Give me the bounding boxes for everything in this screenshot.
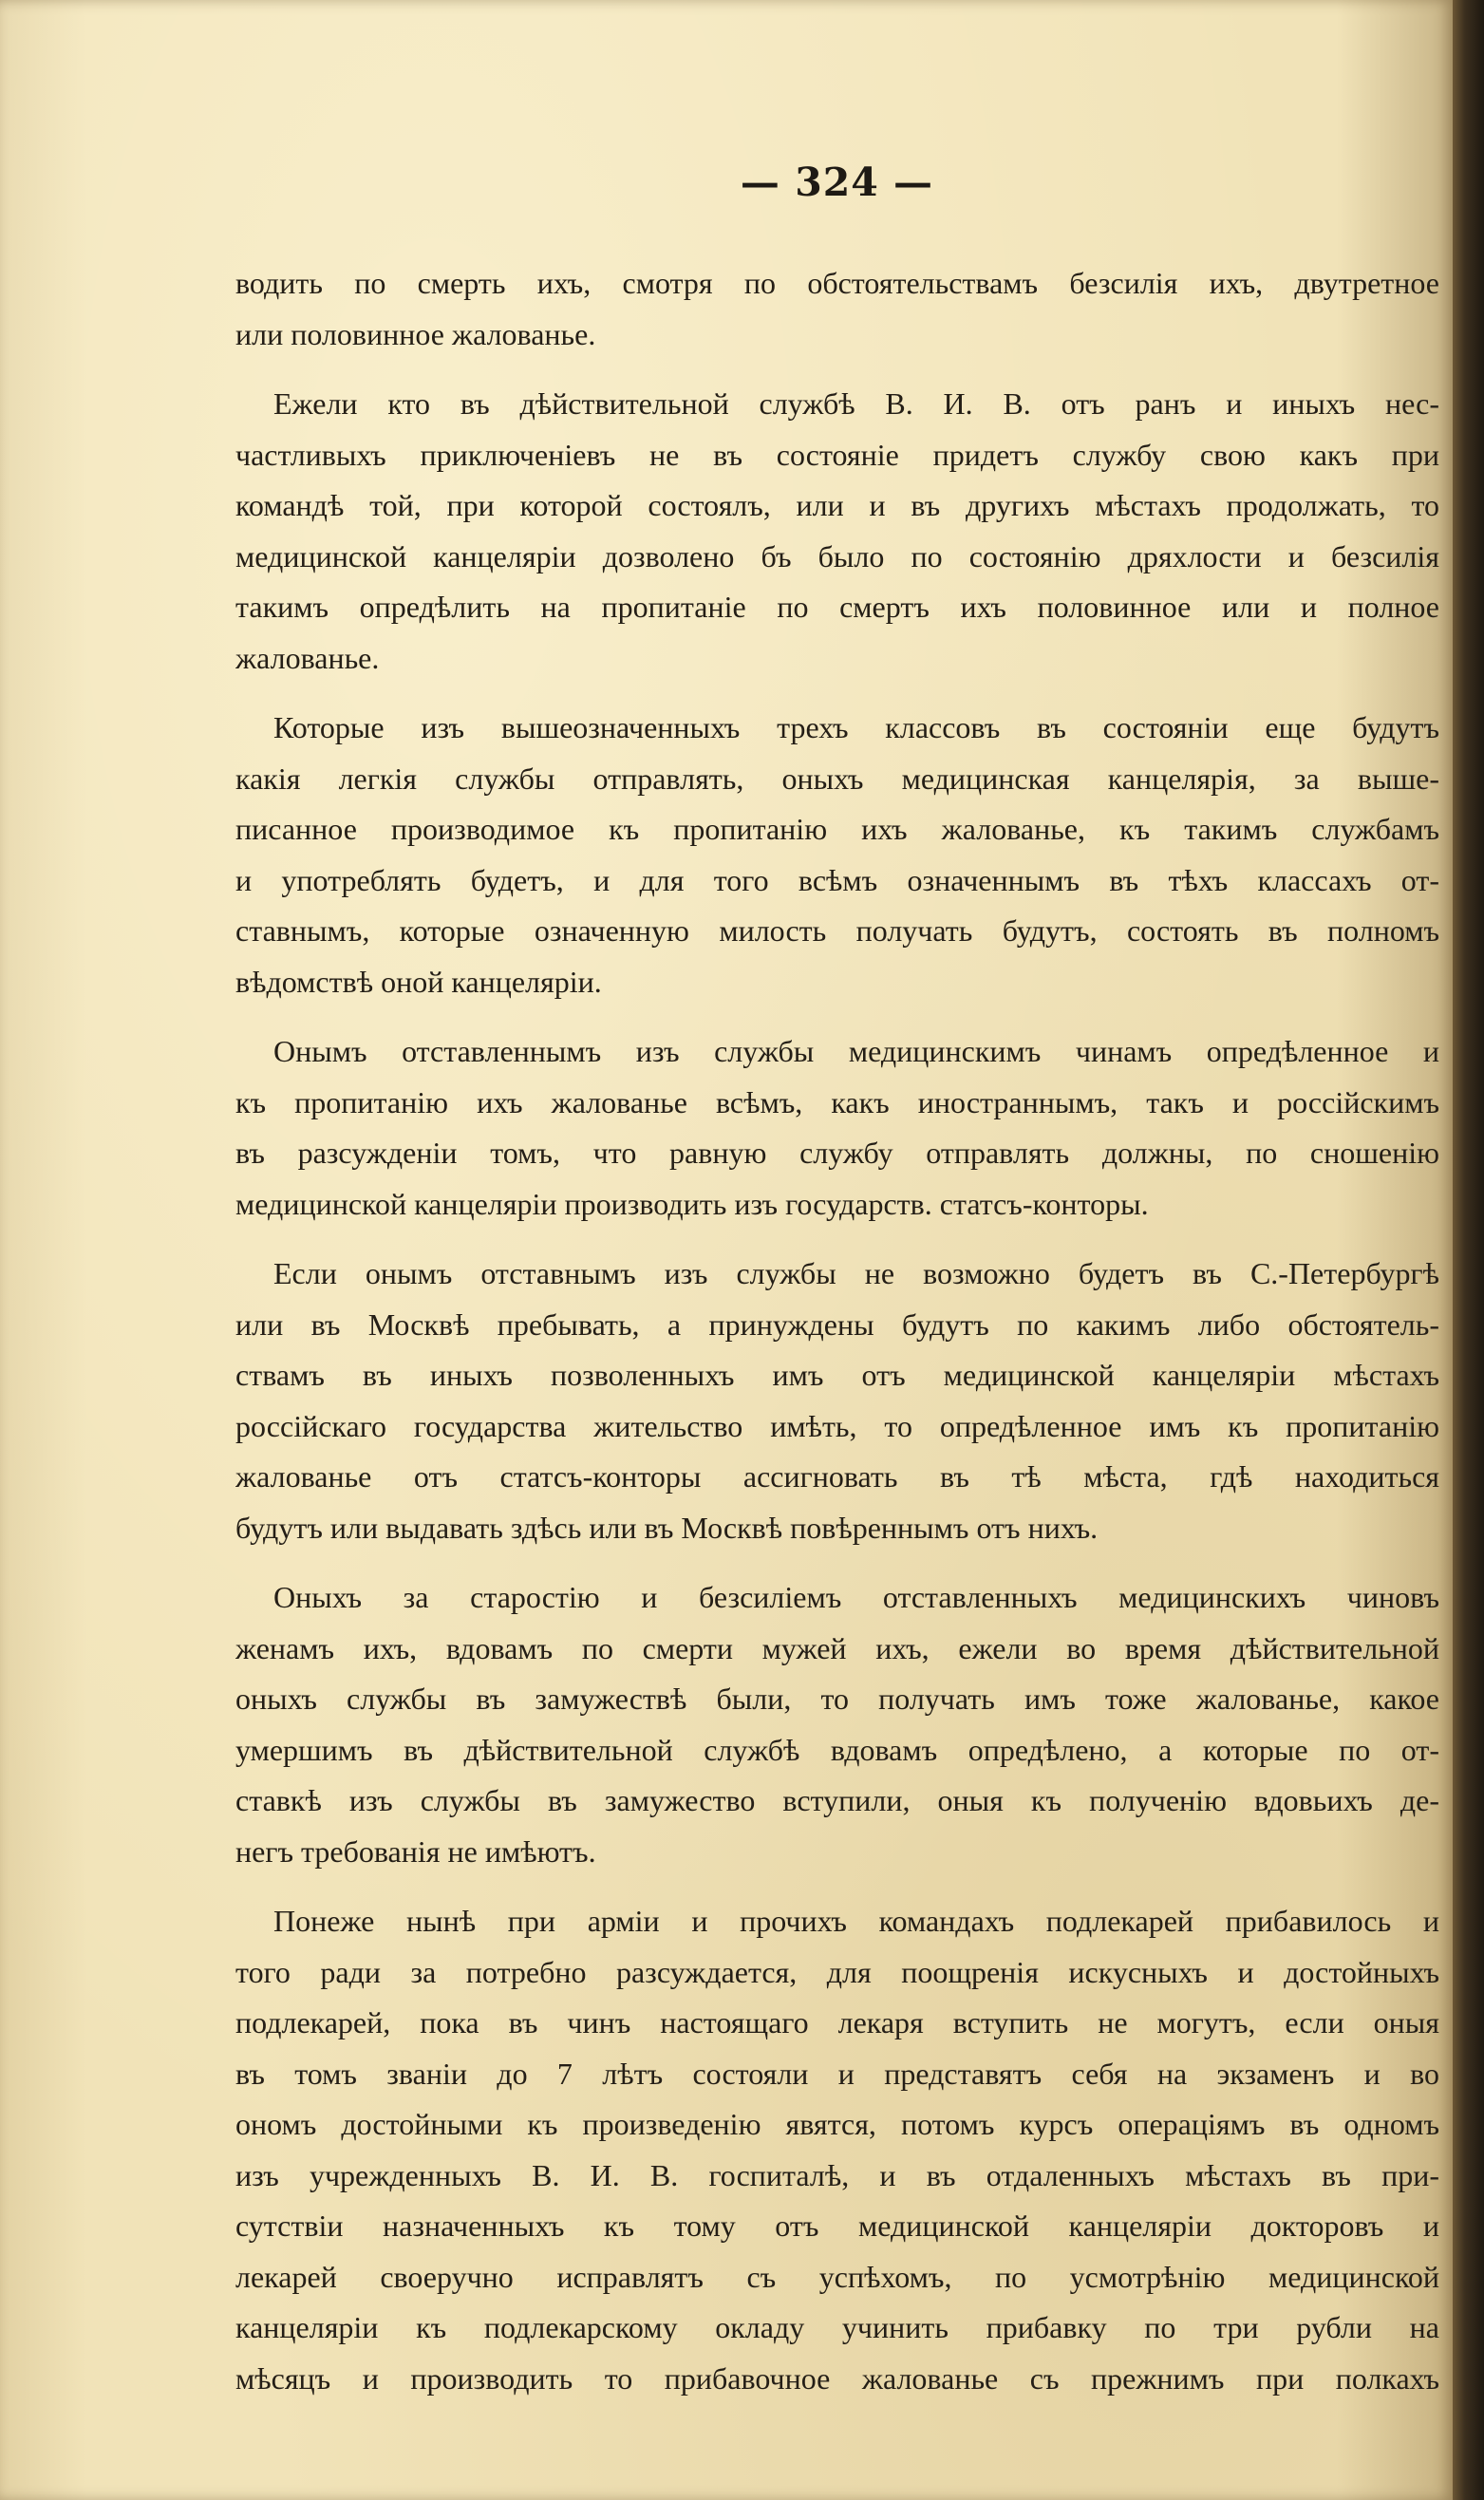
text-line: такимъ опредѣлить на пропитаніе по смертъ ихъ половинное или и полное bbox=[235, 590, 1439, 624]
paragraph bbox=[235, 379, 1439, 684]
text-line: оныхъ службы въ замужествѣ были, то получать имъ тоже жалованье, какое bbox=[235, 1682, 1439, 1716]
text-line: ставнымъ, которые означенную милость получать будутъ, состоять въ полномъ bbox=[235, 913, 1439, 948]
text-line: писанное производимое къ пропитанію ихъ жалованье, къ такимъ службамъ bbox=[235, 812, 1439, 846]
text-line: Если онымъ отставнымъ изъ службы не возможно будетъ въ С.-Петербургѣ bbox=[273, 1256, 1439, 1290]
text-line: частливыхъ приключеніевъ не въ состояніе придетъ службу свою какъ при bbox=[235, 437, 1439, 472]
text-line: какія легкія службы отправлять, оныхъ медицинская канцелярія, за выше- bbox=[235, 761, 1439, 796]
text-line: канцеляріи къ подлекарскому окладу учинить прибавку по три рубли на bbox=[235, 2310, 1439, 2344]
text-line: вѣдомствѣ оной канцеляріи. bbox=[235, 964, 602, 999]
text-line: и употреблять будетъ, и для того всѣмъ означеннымъ въ тѣхъ классахъ от- bbox=[235, 862, 1439, 897]
text-line: Онымъ отставленнымъ изъ службы медицинскимъ чинамъ опредѣленное и bbox=[273, 1034, 1439, 1068]
text-line: въ томъ званіи до 7 лѣтъ состояли и представятъ себя на экзаменъ и во bbox=[235, 2056, 1439, 2091]
text-line: того ради за потребно разсуждается, для поощренія искусныхъ и достойныхъ bbox=[235, 1954, 1439, 1989]
text-line: Ежели кто въ дѣйствительной службѣ В. И. В. отъ ранъ и иныхъ нес- bbox=[273, 386, 1439, 421]
paragraph bbox=[235, 1896, 1439, 2404]
text-line: ставкѣ изъ службы въ замужество вступили, оныя къ полученію вдовьихъ де- bbox=[235, 1783, 1439, 1817]
text-line: Оныхъ за старостію и безсиліемъ отставленныхъ медицинскихъ чиновъ bbox=[273, 1580, 1439, 1614]
text-line: къ пропитанію ихъ жалованье всѣмъ, какъ иностраннымъ, такъ и россійскимъ bbox=[235, 1084, 1439, 1119]
paragraph bbox=[235, 1026, 1439, 1230]
text-line: мѣсяцъ и производить то прибавочное жалованье съ прежнимъ при полкахъ bbox=[235, 2360, 1439, 2396]
text-line: умершимъ въ дѣйствительной службѣ вдовамъ опредѣлено, а которые по от- bbox=[235, 1732, 1439, 1767]
text-line: жалованье отъ статсъ-конторы ассигновать въ тѣ мѣста, гдѣ находиться bbox=[235, 1459, 1439, 1494]
text-line: негъ требованія не имѣютъ. bbox=[235, 1833, 596, 1869]
text-line: или въ Москвѣ пребывать, а принуждены будутъ по какимъ либо обстоятель- bbox=[235, 1306, 1439, 1342]
text-line: Которые изъ вышеозначенныхъ трехъ классовъ въ состояніи еще будутъ bbox=[273, 710, 1439, 744]
text-line: будутъ или выдавать здѣсь или въ Москвѣ повѣреннымъ отъ нихъ. bbox=[235, 1510, 1099, 1545]
paragraph bbox=[235, 703, 1439, 1007]
paragraph bbox=[235, 1249, 1439, 1553]
text-line: женамъ ихъ, вдовамъ по смерти мужей ихъ, ежели во время дѣйствительной bbox=[235, 1630, 1439, 1665]
text-line: командѣ той, при которой состоялъ, или и въ другихъ мѣстахъ продолжать, то bbox=[235, 488, 1439, 522]
text-line: сутствіи назначенныхъ къ тому отъ медицинской канцеляріи докторовъ и bbox=[235, 2209, 1439, 2243]
text-line: или половинное жалованье. bbox=[235, 316, 596, 351]
text-line: медицинской канцеляріи производить изъ государств. статсъ-конторы. bbox=[235, 1186, 1149, 1221]
text-line: жалованье. bbox=[235, 640, 380, 675]
text-line: въ разсужденіи томъ, что равную службу отправлять должны, по сношенію bbox=[235, 1136, 1439, 1170]
paragraph bbox=[235, 1572, 1439, 1877]
text-line: медицинской канцеляріи дозволено бъ было по состоянію дряхлости и безсилія bbox=[235, 538, 1439, 573]
paragraph bbox=[235, 258, 1439, 360]
text-line: изъ учрежденныхъ В. И. В. госпиталѣ, и въ отдаленныхъ мѣстахъ въ при- bbox=[235, 2157, 1439, 2192]
page-number: — 324 — bbox=[740, 160, 934, 205]
text-line: подлекарей, пока въ чинъ настоящаго лекаря вступить не могутъ, если оныя bbox=[235, 2005, 1439, 2039]
text-line: Понеже нынѣ при арміи и прочихъ командахъ подлекарей прибавилось и bbox=[273, 1904, 1439, 1938]
text-line: водить по смерть ихъ, смотря по обстоятельствамъ безсилія ихъ, двутретное bbox=[235, 266, 1439, 300]
body-text bbox=[235, 258, 1439, 2423]
page-binding-edge bbox=[1453, 0, 1484, 2500]
text-line: лекарей своеручно исправлятъ съ успѣхомъ, по усмотрѣнію медицинской bbox=[235, 2259, 1439, 2294]
text-line: россійскаго государства жительство имѣть, то опредѣленное имъ къ пропитанію bbox=[235, 1408, 1439, 1443]
text-line: ствамъ въ иныхъ позволенныхъ имъ отъ медицинской канцеляріи мѣстахъ bbox=[235, 1358, 1439, 1392]
text-line: ономъ достойными къ произведенію явятся, потомъ курсъ операціямъ въ одномъ bbox=[235, 2107, 1439, 2141]
